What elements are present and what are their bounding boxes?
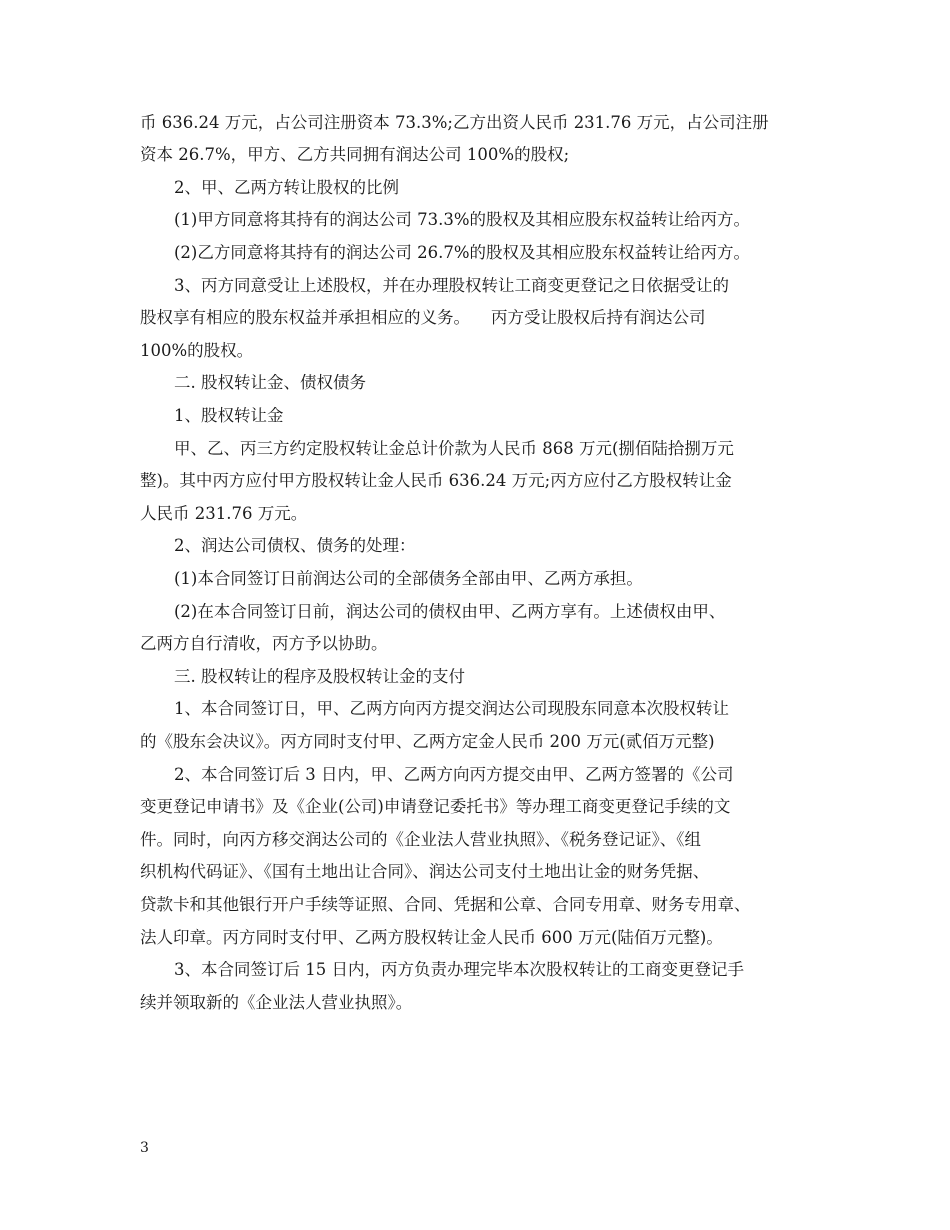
paragraph-line: 币 636.24 万元，占公司注册资本 73.3%;乙方出资人民币 231.76 万元，占公司注册: [140, 113, 769, 132]
paragraph-line: 3、丙方同意受让上述股权，并在办理股权转让工商变更登记之日依据受让的: [174, 276, 729, 295]
paragraph-line: 资本 26.7%，甲方、乙方共同拥有润达公司 100%的股权;: [140, 145, 570, 164]
paragraph-line: 的《股东会决议》。丙方同时支付甲、乙两方定金人民币 200 万元(贰佰万元整): [140, 732, 715, 751]
paragraph-line: 织机构代码证》、《国有土地出让合同》、润达公司支付土地出让金的财务凭据、: [140, 862, 710, 881]
paragraph-line: 2、甲、乙两方转让股权的比例: [174, 178, 399, 197]
paragraph-line: 股权享有相应的股东权益并承担相应的义务。 丙方受让股权后持有润达公司: [140, 308, 706, 327]
paragraph-line: 人民币 231.76 万元。: [140, 504, 308, 523]
paragraph-line: (1)本合同签订日前润达公司的全部债务全部由甲、乙两方承担。: [174, 569, 643, 588]
paragraph-line: (2)乙方同意将其持有的润达公司 26.7%的股权及其相应股东权益转让给丙方。: [174, 243, 751, 262]
paragraph-line: 1、本合同签订日，甲、乙两方向丙方提交润达公司现股东同意本次股权转让: [174, 699, 729, 718]
paragraph-line: 变更登记申请书》及《企业(公司)申请登记委托书》等办理工商变更登记手续的文: [140, 797, 731, 816]
paragraph-line: 甲、乙、丙三方约定股权转让金总计价款为人民币 868 万元(捌佰陆拾捌万元: [174, 439, 734, 458]
paragraph-line: 乙两方自行清收，丙方予以协助。: [140, 634, 388, 653]
paragraph-line: 整)。其中丙方应付甲方股权转让金人民币 636.24 万元;丙方应付乙方股权转让金: [140, 471, 732, 490]
section-heading: 二. 股权转让金、债权债务: [174, 373, 366, 392]
section-heading: 三. 股权转让的程序及股权转让金的支付: [174, 667, 465, 686]
paragraph-line: 2、本合同签订后 3 日内，甲、乙两方向丙方提交由甲、乙两方签署的《公司: [174, 765, 734, 784]
paragraph-line: 3、本合同签订后 15 日内，丙方负责办理完毕本次股权转让的工商变更登记手: [174, 960, 744, 979]
paragraph-line: 件。同时，向丙方移交润达公司的《企业法人营业执照》、《税务登记证》、《组: [140, 830, 701, 849]
paragraph-line: 2、润达公司债权、债务的处理：: [174, 536, 416, 555]
paragraph-line: (2)在本合同签订日前，润达公司的债权由甲、乙两方享有。上述债权由甲、: [174, 602, 726, 621]
paragraph-line: 100%的股权。: [140, 341, 254, 360]
paragraph-line: 1、股权转让金: [174, 406, 284, 425]
paragraph-line: 法人印章。丙方同时支付甲、乙两方股权转让金人民币 600 万元(陆佰万元整)。: [140, 928, 723, 947]
paragraph-line: (1)甲方同意将其持有的润达公司 73.3%的股权及其相应股东权益转让给丙方。: [174, 210, 751, 229]
paragraph-line: 续并领取新的《企业法人营业执照》。: [140, 993, 413, 1012]
paragraph-line: 贷款卡和其他银行开户手续等证照、合同、凭据和公章、合同专用章、财务专用章、: [140, 895, 751, 914]
page-number: 3: [140, 1140, 149, 1156]
